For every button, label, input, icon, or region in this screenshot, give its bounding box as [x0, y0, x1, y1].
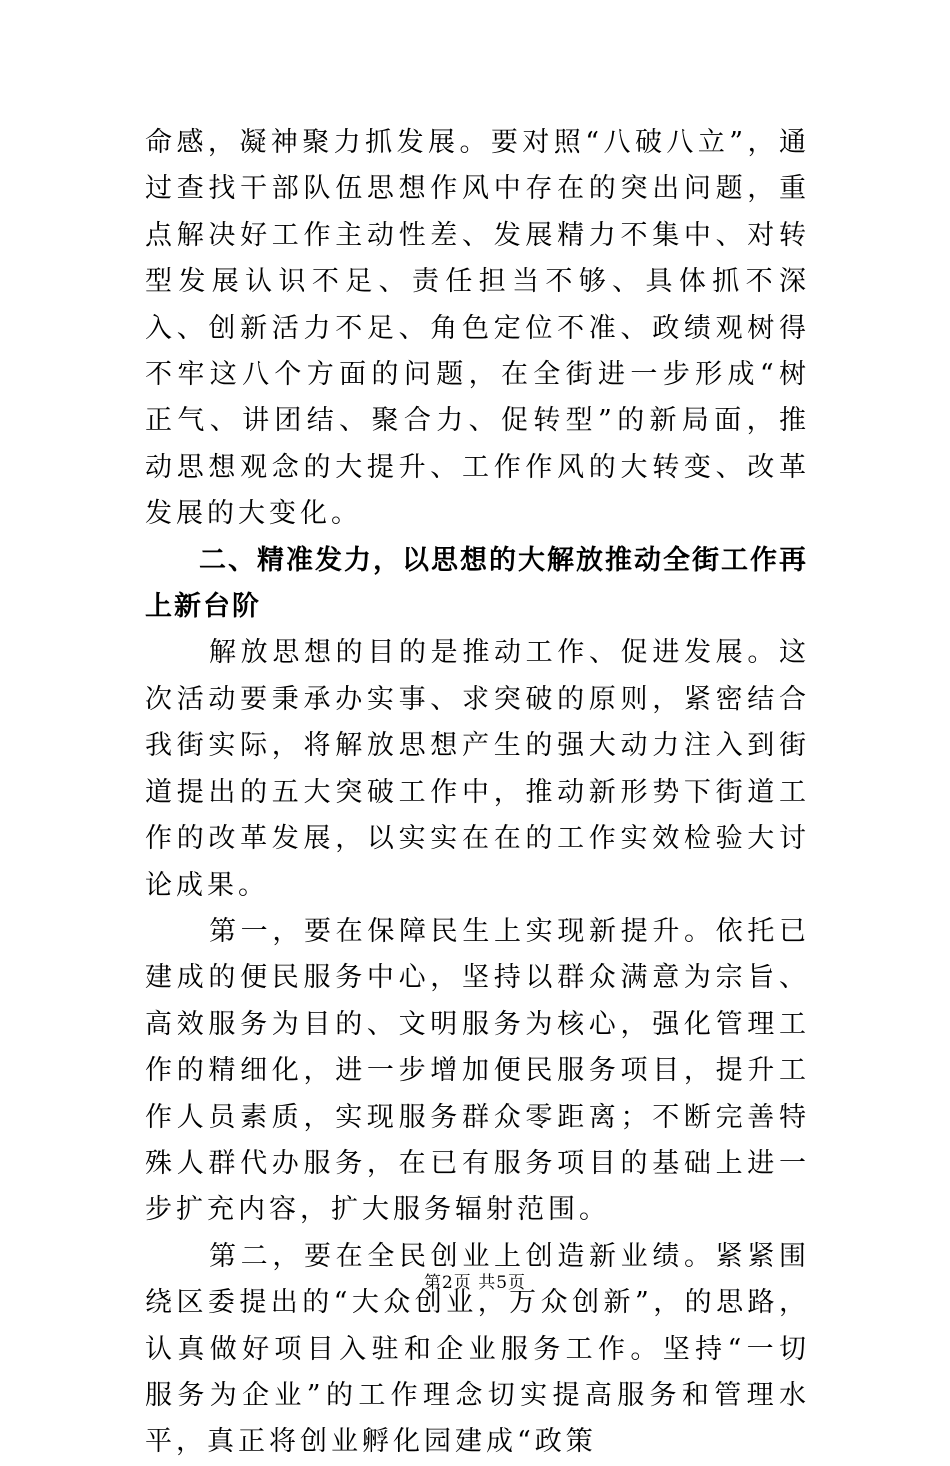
- paragraph-first-point: 第一，要在保障民生上实现新提升。依托已建成的便民服务中心，坚持以群众满意为宗旨、高效服务为目的、文明服务为核心，强化管理工作的精细化，进一步增加便民服务项目，提升工作人员素质，实现服务群众零距离；不断完善特殊人群代办服务，在已有服务项目的基础上进一步扩充内容，扩大服务辐射范围。: [145, 915, 810, 1226]
- page-number-label: 第2页 共5页: [423, 1273, 527, 1293]
- paragraph-intro: 解放思想的目的是推动工作、促进发展。这次活动要秉承办实事、求突破的原则，紧密结合我街实际，将解放思想产生的强大动力注入到街道提出的五大突破工作中，推动新形势下街道工作的改革发展，以实实在在的工作实效检验大讨论成果。: [145, 637, 810, 901]
- paragraph-continued: 命感，凝神聚力抓发展。要对照“八破八立”，通过查找干部队伍思想作风中存在的突出问题，重点解决好工作主动性差、发展精力不集中、对转型发展认识不足、责任担当不够、具体抓不深入、创新活力不足、角色定位不准、政绩观树得不牢这八个方面的问题，在全街进一步形成“树正气、讲团结、聚合力、促转型”的新局面，推动思想观念的大提升、工作作风的大转变、改革发展的大变化。: [145, 127, 810, 530]
- section-heading: 二、精准发力，以思想的大解放推动全街工作再上新台阶: [145, 544, 808, 623]
- paragraph-second-point: 第二，要在全民创业上创造新业绩。紧紧围绕区委提出的“大众创业，万众创新”，的思路，认真做好项目入驻和企业服务工作。坚持“一切服务为企业”的工作理念切实提高服务和管理水平，真正将创业孵化园建成“政策: [145, 1240, 810, 1458]
- document-body: [145, 120, 810, 1466]
- page-footer: [0, 1268, 950, 1293]
